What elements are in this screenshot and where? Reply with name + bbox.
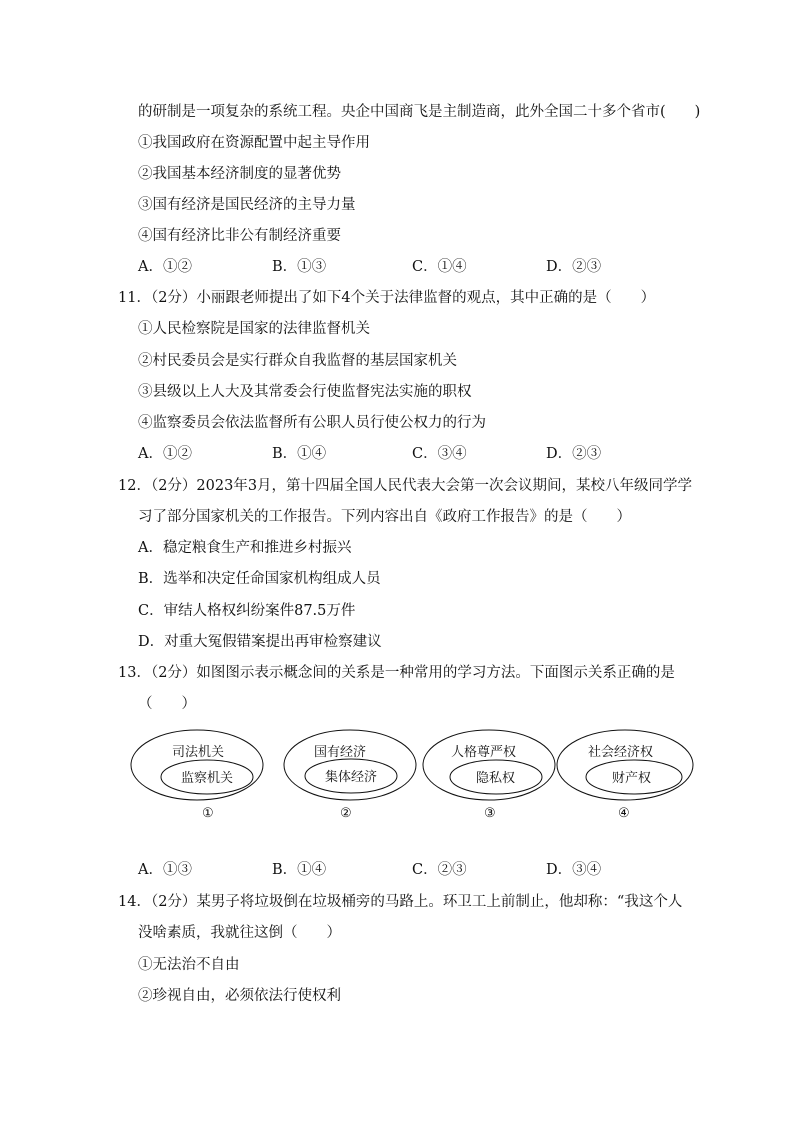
q11-option-a[interactable]: A．①②: [138, 446, 192, 462]
q12-choice-a[interactable]: A．稳定粮食生产和推进乡村振兴: [138, 540, 352, 556]
q12-stem-line-1: 12．（2分）2023年3月，第十四届全国人民代表大会第一次会议期间，某校八年级同学学: [118, 478, 693, 494]
diagram-number: ③: [484, 806, 496, 821]
q11-option-d[interactable]: D．②③: [546, 446, 602, 462]
diagram-outer-ellipse: [284, 730, 416, 800]
diagram-outer-label: 人格尊严权: [451, 745, 517, 760]
q12-choice-b[interactable]: B．选举和决定任命国家机构组成人员: [138, 571, 381, 587]
q14-stem-line-1: 14．（2分）某男子将垃圾倒在垃圾桶旁的马路上。环卫工上前制止，他却称：“我这个人: [118, 894, 683, 910]
diagram-outer-label: 司法机关: [172, 745, 225, 760]
q14-item-2: ②珍视自由，必须依法行使权利: [138, 988, 341, 1004]
q10-item-1: ①我国政府在资源配置中起主导作用: [138, 135, 370, 151]
q10-item-4: ④国有经济比非公有制经济重要: [138, 228, 341, 244]
diagram-number: ④: [618, 806, 630, 821]
q13-option-c[interactable]: C．②③: [412, 862, 467, 878]
diagram-inner-label: 监察机关: [181, 771, 234, 786]
q11-item-3: ③县级以上人大及其常委会行使监督宪法实施的职权: [138, 384, 472, 400]
q13-diagram-2: [284, 730, 416, 821]
q10-option-c[interactable]: C．①④: [412, 259, 467, 275]
diagram-outer-label: 社会经济权: [588, 745, 654, 760]
diagram-number: ②: [340, 806, 352, 821]
diagram-outer-label: 国有经济: [314, 745, 367, 760]
q13-option-b[interactable]: B．①④: [272, 862, 327, 878]
q10-option-a[interactable]: A．①②: [138, 259, 192, 275]
q10-item-2: ②我国基本经济制度的显著优势: [138, 166, 341, 182]
q10-option-b[interactable]: B．①③: [272, 259, 327, 275]
q11-option-b[interactable]: B．①④: [272, 446, 327, 462]
q10-item-3: ③国有经济是国民经济的主导力量: [138, 197, 356, 213]
q13-concept-diagrams: [130, 725, 700, 830]
diagram-outer-ellipse: [423, 730, 555, 800]
q12-choice-c[interactable]: C．审结人格权纠纷案件87.5万件: [138, 603, 356, 619]
q14-stem-line-2: 没啥素质，我就往这倒（ ）: [138, 925, 341, 941]
q11-item-2: ②村民委员会是实行群众自我监督的基层国家机关: [138, 353, 457, 369]
q13-diagram-3: [423, 730, 555, 821]
diagram-inner-label: 集体经济: [325, 770, 378, 785]
q14-item-1: ①无法治不自由: [138, 957, 240, 973]
q13-option-d[interactable]: D．③④: [546, 862, 602, 878]
diagram-outer-ellipse: [557, 730, 693, 800]
q12-choice-d[interactable]: D．对重大冤假错案提出再审检察建议: [138, 634, 382, 650]
q12-stem-line-2: 习了部分国家机关的工作报告。下列内容出自《政府工作报告》的是（ ）: [138, 509, 631, 525]
diagram-outer-ellipse: [131, 730, 263, 800]
q11-item-1: ①人民检察院是国家的法律监督机关: [138, 321, 370, 337]
q13-option-a[interactable]: A．①③: [138, 862, 192, 878]
q11-stem: 11．（2分）小丽跟老师提出了如下4个关于法律监督的观点，其中正确的是（ ）: [118, 290, 656, 306]
q13-diagram-svg: [130, 725, 700, 830]
q10-stem-continued: 的研制是一项复杂的系统工程。央企中国商飞是主制造商，此外全国二十多个省市( ): [138, 104, 701, 120]
q13-stem-line-1: 13．（2分）如图图示表示概念间的关系是一种常用的学习方法。下面图示关系正确的是: [118, 665, 675, 681]
diagram-number: ①: [202, 806, 214, 821]
diagram-inner-label: 财产权: [612, 771, 652, 786]
q11-option-c[interactable]: C．③④: [412, 446, 467, 462]
q13-diagram-1: [131, 730, 263, 821]
q11-item-4: ④监察委员会依法监督所有公职人员行使公权力的行为: [138, 415, 486, 431]
q13-stem-line-2: （ ）: [138, 696, 196, 712]
q13-diagram-4: [557, 730, 693, 821]
q10-option-d[interactable]: D．②③: [546, 259, 602, 275]
diagram-inner-label: 隐私权: [476, 771, 516, 786]
